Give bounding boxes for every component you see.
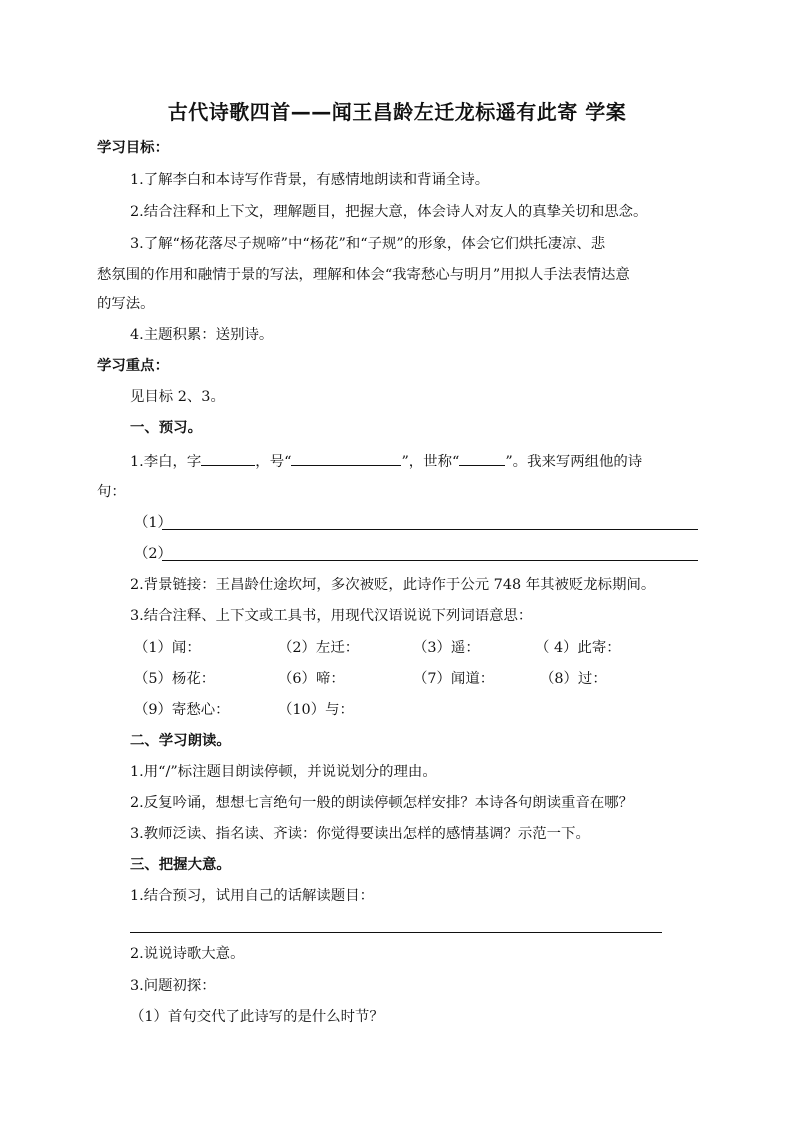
poem-answer-line-2[interactable] bbox=[162, 560, 698, 561]
vocab-instruction: 3.结合注释、上下文或工具书，用现代汉语说说下列词语意思： bbox=[130, 608, 533, 624]
preview-heading: 一、预习。 bbox=[130, 420, 202, 436]
art-name-blank[interactable] bbox=[291, 451, 401, 466]
goal-item: 4.主题积累：送别诗。 bbox=[130, 327, 274, 343]
grasp-question-2: 2.说说诗歌大意。 bbox=[130, 946, 245, 962]
courtesy-name-blank[interactable] bbox=[201, 451, 255, 466]
reading-item: 3.教师泛读、指名读、齐读：你觉得要读出怎样的感情基调？示范一下。 bbox=[130, 826, 590, 842]
poem-answer-line-1[interactable] bbox=[162, 529, 698, 530]
poem-line-label-2: （2） bbox=[134, 546, 172, 562]
background-link: 2.背景链接：王昌龄仕途坎坷，多次被贬，此诗作于公元 748 年其被贬龙标期间。 bbox=[130, 577, 656, 593]
goal-item-continued: 的写法。 bbox=[97, 296, 155, 312]
vocab-term: （3）遥： bbox=[413, 640, 480, 656]
grasp-subquestion-1: （1）首句交代了此诗写的是什么时节？ bbox=[130, 1009, 384, 1025]
vocab-term: （5）杨花： bbox=[134, 671, 216, 687]
vocab-term: （10）与： bbox=[278, 702, 354, 718]
vocab-term: （9）寄愁心： bbox=[134, 702, 230, 718]
title-answer-line[interactable] bbox=[130, 932, 662, 933]
vocab-term: （7）闻道： bbox=[413, 671, 495, 687]
q1-text-c: ”，世称“ bbox=[401, 454, 460, 470]
grasp-heading: 三、把握大意。 bbox=[130, 857, 231, 873]
q1-text-d: ”。我来写两组他的诗 bbox=[505, 454, 643, 470]
goals-heading: 学习目标： bbox=[97, 140, 169, 156]
goal-item: 3.了解“杨花落尽子规啼”中“杨花”和“子规”的形象，体会它们烘托凄凉、悲 bbox=[130, 236, 606, 252]
title-blank[interactable] bbox=[459, 451, 505, 466]
q1-continued: 句： bbox=[97, 484, 126, 500]
q1-text-a: 1.李白，字 bbox=[130, 454, 202, 470]
reading-item: 1.用“/”标注题目朗读停顿，并说说划分的理由。 bbox=[130, 764, 437, 780]
reading-item: 2.反复吟诵，想想七言绝句一般的朗读停顿怎样安排？本诗各句朗读重音在哪？ bbox=[130, 795, 634, 811]
page-title: 古代诗歌四首——闻王昌龄左迁龙标遥有此寄 学案 bbox=[167, 100, 627, 124]
vocab-term: （6）啼： bbox=[278, 671, 345, 687]
focus-text: 见目标 2、3。 bbox=[130, 389, 225, 405]
vocab-term: （8）过： bbox=[540, 671, 607, 687]
poem-line-label-1: （1） bbox=[134, 515, 172, 531]
vocab-term: （1）闻： bbox=[134, 640, 201, 656]
grasp-question-3: 3.问题初探： bbox=[130, 978, 216, 994]
goal-item-continued: 愁氛围的作用和融情于景的写法，理解和体会“我寄愁心与明月”用拟人手法表情达意 bbox=[97, 267, 630, 283]
q1-text-b: ，号“ bbox=[255, 454, 292, 470]
focus-heading: 学习重点： bbox=[97, 358, 169, 374]
grasp-question-1: 1.结合预习，试用自己的话解读题目： bbox=[130, 888, 374, 904]
goal-item: 2.结合注释和上下文，理解题目，把握大意，体会诗人对友人的真挚关切和思念。 bbox=[130, 204, 648, 220]
vocab-term: （ 4）此寄： bbox=[535, 640, 621, 656]
vocab-term: （2）左迁： bbox=[278, 640, 360, 656]
goal-item: 1.了解李白和本诗写作背景，有感情地朗读和背诵全诗。 bbox=[130, 172, 490, 188]
preview-question-1 bbox=[130, 451, 642, 472]
reading-heading: 二、学习朗读。 bbox=[130, 733, 231, 749]
